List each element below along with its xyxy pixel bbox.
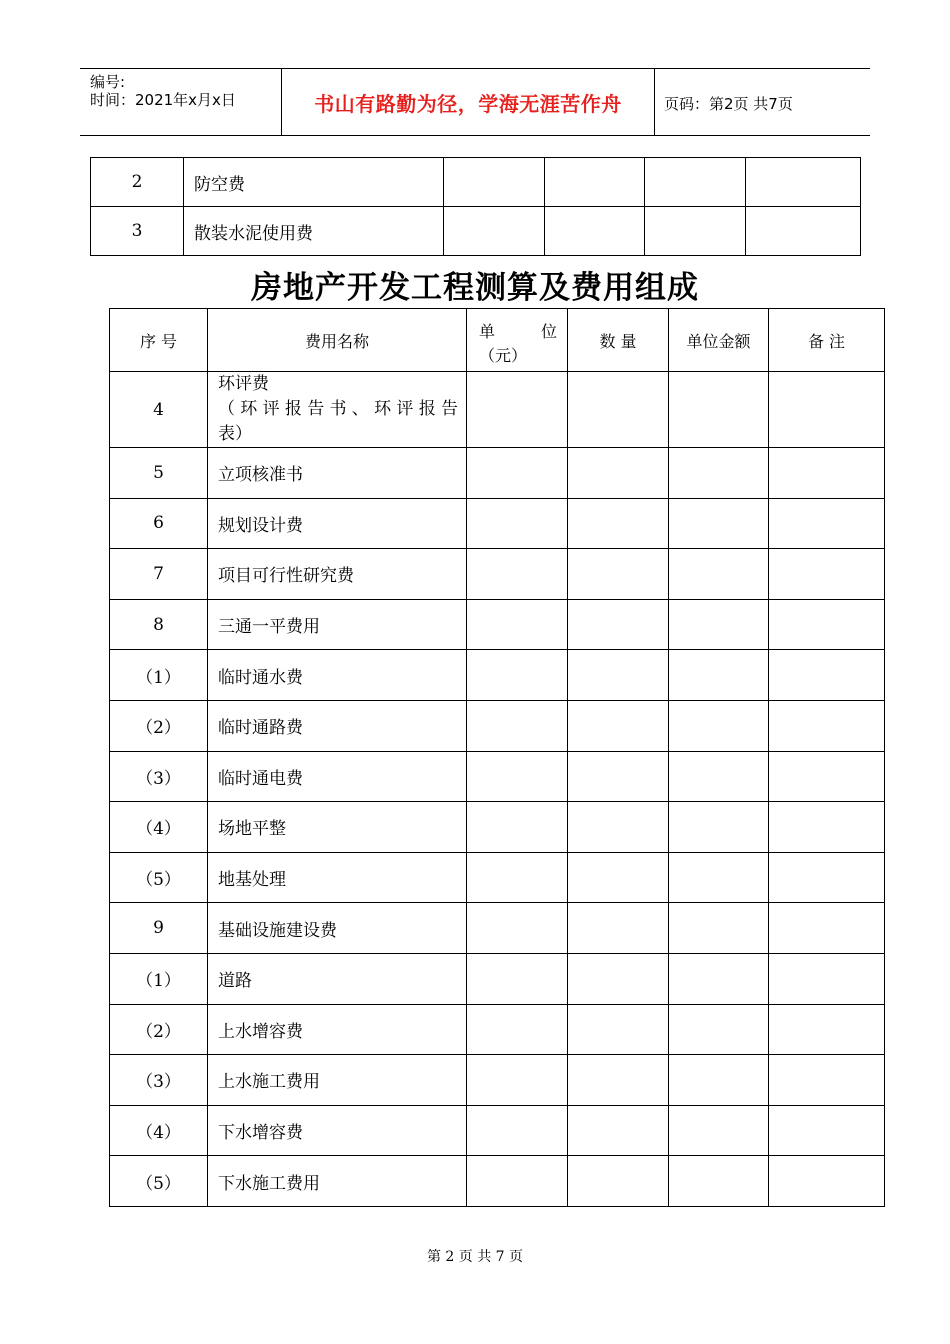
row-number: 6 (110, 498, 208, 549)
unit-cell (467, 852, 568, 903)
fee-name: 上水增容费 (208, 1004, 467, 1055)
quantity-cell (568, 1004, 669, 1055)
table-row (110, 802, 885, 853)
row-number: （3） (110, 751, 208, 802)
fee-name: 地基处理 (208, 852, 467, 903)
table-body (110, 448, 885, 1207)
unit-cell (467, 700, 568, 751)
quantity-cell (568, 1156, 669, 1207)
remark-cell (769, 1055, 885, 1106)
quantity-cell (568, 700, 669, 751)
remark-cell (769, 953, 885, 1004)
table-row (110, 650, 885, 701)
unit-cell (467, 1105, 568, 1156)
amount-cell (645, 158, 746, 207)
header-unit (467, 309, 568, 372)
amount-cell (669, 599, 769, 650)
fee-name: 散装水泥使用费 (184, 207, 444, 256)
quantity-cell (568, 953, 669, 1004)
remark-cell (746, 158, 861, 207)
header-motto: 书山有路勤为径，学海无涯苦作舟 (314, 91, 622, 116)
date-label: 时间：2021年x月x日 (90, 91, 236, 109)
row-number: 7 (110, 549, 208, 600)
fee-name: 基础设施建设费 (208, 903, 467, 954)
main-table (109, 308, 885, 1207)
remark-cell (769, 751, 885, 802)
amount-cell (669, 953, 769, 1004)
fee-name: 临时通水费 (208, 650, 467, 701)
table-row (110, 1156, 885, 1207)
amount-cell (669, 903, 769, 954)
header-no: 序 号 (110, 309, 208, 372)
quantity-cell (568, 448, 669, 499)
unit-cell (467, 498, 568, 549)
amount-cell (669, 448, 769, 499)
fee-name: 三通一平费用 (208, 599, 467, 650)
table-row (110, 852, 885, 903)
row-number: 3 (91, 207, 184, 256)
row-number: （2） (110, 700, 208, 751)
table-row (91, 158, 861, 207)
quantity-cell (568, 372, 669, 448)
row-number: （1） (110, 953, 208, 1004)
table-row (110, 1105, 885, 1156)
remark-cell (769, 1156, 885, 1207)
table-row (110, 372, 885, 448)
fee-name: 规划设计费 (208, 498, 467, 549)
remark-cell (746, 207, 861, 256)
unit-cell (467, 903, 568, 954)
unit-cell (444, 158, 545, 207)
amount-cell (669, 372, 769, 448)
fee-name: 上水施工费用 (208, 1055, 467, 1106)
table-row (110, 1055, 885, 1106)
amount-cell (669, 1004, 769, 1055)
fee-name: 场地平整 (208, 802, 467, 853)
row-number: （4） (110, 1105, 208, 1156)
table-row (110, 549, 885, 600)
quantity-cell (568, 599, 669, 650)
fee-name: 防空费 (184, 158, 444, 207)
unit-cell (467, 751, 568, 802)
unit-cell (467, 650, 568, 701)
quantity-cell (568, 549, 669, 600)
unit-cell (467, 549, 568, 600)
amount-cell (669, 1156, 769, 1207)
table-row (110, 599, 885, 650)
row-number: （2） (110, 1004, 208, 1055)
amount-cell (669, 751, 769, 802)
quantity-cell (568, 498, 669, 549)
amount-cell (669, 700, 769, 751)
serial-label: 编号: (90, 73, 126, 91)
table-row (110, 903, 885, 954)
amount-cell (669, 498, 769, 549)
header-amount: 单位金额 (669, 309, 769, 372)
quantity-cell (568, 1105, 669, 1156)
remark-cell (769, 852, 885, 903)
remark-cell (769, 498, 885, 549)
fee-name-line: 环评费 (218, 374, 269, 394)
row-number: （1） (110, 650, 208, 701)
quantity-cell (545, 158, 645, 207)
fee-name: 临时通电费 (208, 751, 467, 802)
unit-cell (467, 1004, 568, 1055)
unit-cell (467, 448, 568, 499)
quantity-cell (568, 650, 669, 701)
remark-cell (769, 372, 885, 448)
remark-cell (769, 1004, 885, 1055)
amount-cell (669, 1055, 769, 1106)
header-remark: 备 注 (769, 309, 885, 372)
row-number: 4 (110, 372, 208, 448)
fee-name: 下水施工费用 (208, 1156, 467, 1207)
unit-cell (467, 599, 568, 650)
quantity-cell (568, 852, 669, 903)
row-number: （5） (110, 852, 208, 903)
table-row (91, 207, 861, 256)
remark-cell (769, 700, 885, 751)
table-row (110, 448, 885, 499)
remark-cell (769, 650, 885, 701)
unit-cell (444, 207, 545, 256)
header-unit-yuan: （元） (479, 346, 528, 365)
amount-cell (669, 802, 769, 853)
row-number: 2 (91, 158, 184, 207)
amount-cell (669, 852, 769, 903)
unit-cell (467, 372, 568, 448)
row-number: （3） (110, 1055, 208, 1106)
document-title: 房地产开发工程测算及费用组成 (251, 270, 699, 306)
fee-name (208, 372, 467, 448)
fee-name: 临时通路费 (208, 700, 467, 751)
quantity-cell (568, 802, 669, 853)
amount-cell (669, 650, 769, 701)
fee-name-line: 表） (218, 424, 252, 444)
amount-cell (669, 549, 769, 600)
header-divider-right (654, 68, 655, 136)
quantity-cell (568, 903, 669, 954)
unit-cell (467, 1156, 568, 1207)
page-footer: 第 2 页 共 7 页 (426, 1249, 524, 1265)
quantity-cell (568, 1055, 669, 1106)
remark-cell (769, 448, 885, 499)
remark-cell (769, 599, 885, 650)
fee-name: 立项核准书 (208, 448, 467, 499)
remark-cell (769, 549, 885, 600)
quantity-cell (545, 207, 645, 256)
unit-cell (467, 1055, 568, 1106)
table-row (110, 953, 885, 1004)
fee-name: 项目可行性研究费 (208, 549, 467, 600)
quantity-cell (568, 751, 669, 802)
header-quantity: 数 量 (568, 309, 669, 372)
fee-name-line: （环评报告书、环评报告 (218, 399, 458, 419)
table-row (110, 1004, 885, 1055)
page-indicator: 页码：第2页 共7页 (664, 95, 793, 113)
header-unit-char2: 位 (540, 322, 557, 341)
remark-cell (769, 1105, 885, 1156)
row-number: 5 (110, 448, 208, 499)
row-number: 9 (110, 903, 208, 954)
row-number: （4） (110, 802, 208, 853)
unit-cell (467, 802, 568, 853)
table-row (110, 498, 885, 549)
remark-cell (769, 802, 885, 853)
table-row (110, 751, 885, 802)
table-row (110, 700, 885, 751)
amount-cell (645, 207, 746, 256)
row-number: （5） (110, 1156, 208, 1207)
row-number: 8 (110, 599, 208, 650)
top-table (90, 157, 861, 256)
unit-cell (467, 953, 568, 1004)
table-header-row (110, 309, 885, 372)
header-unit-char1: 单 (479, 322, 496, 341)
header-name: 费用名称 (208, 309, 467, 372)
fee-name: 下水增容费 (208, 1105, 467, 1156)
fee-name: 道路 (208, 953, 467, 1004)
amount-cell (669, 1105, 769, 1156)
remark-cell (769, 903, 885, 954)
